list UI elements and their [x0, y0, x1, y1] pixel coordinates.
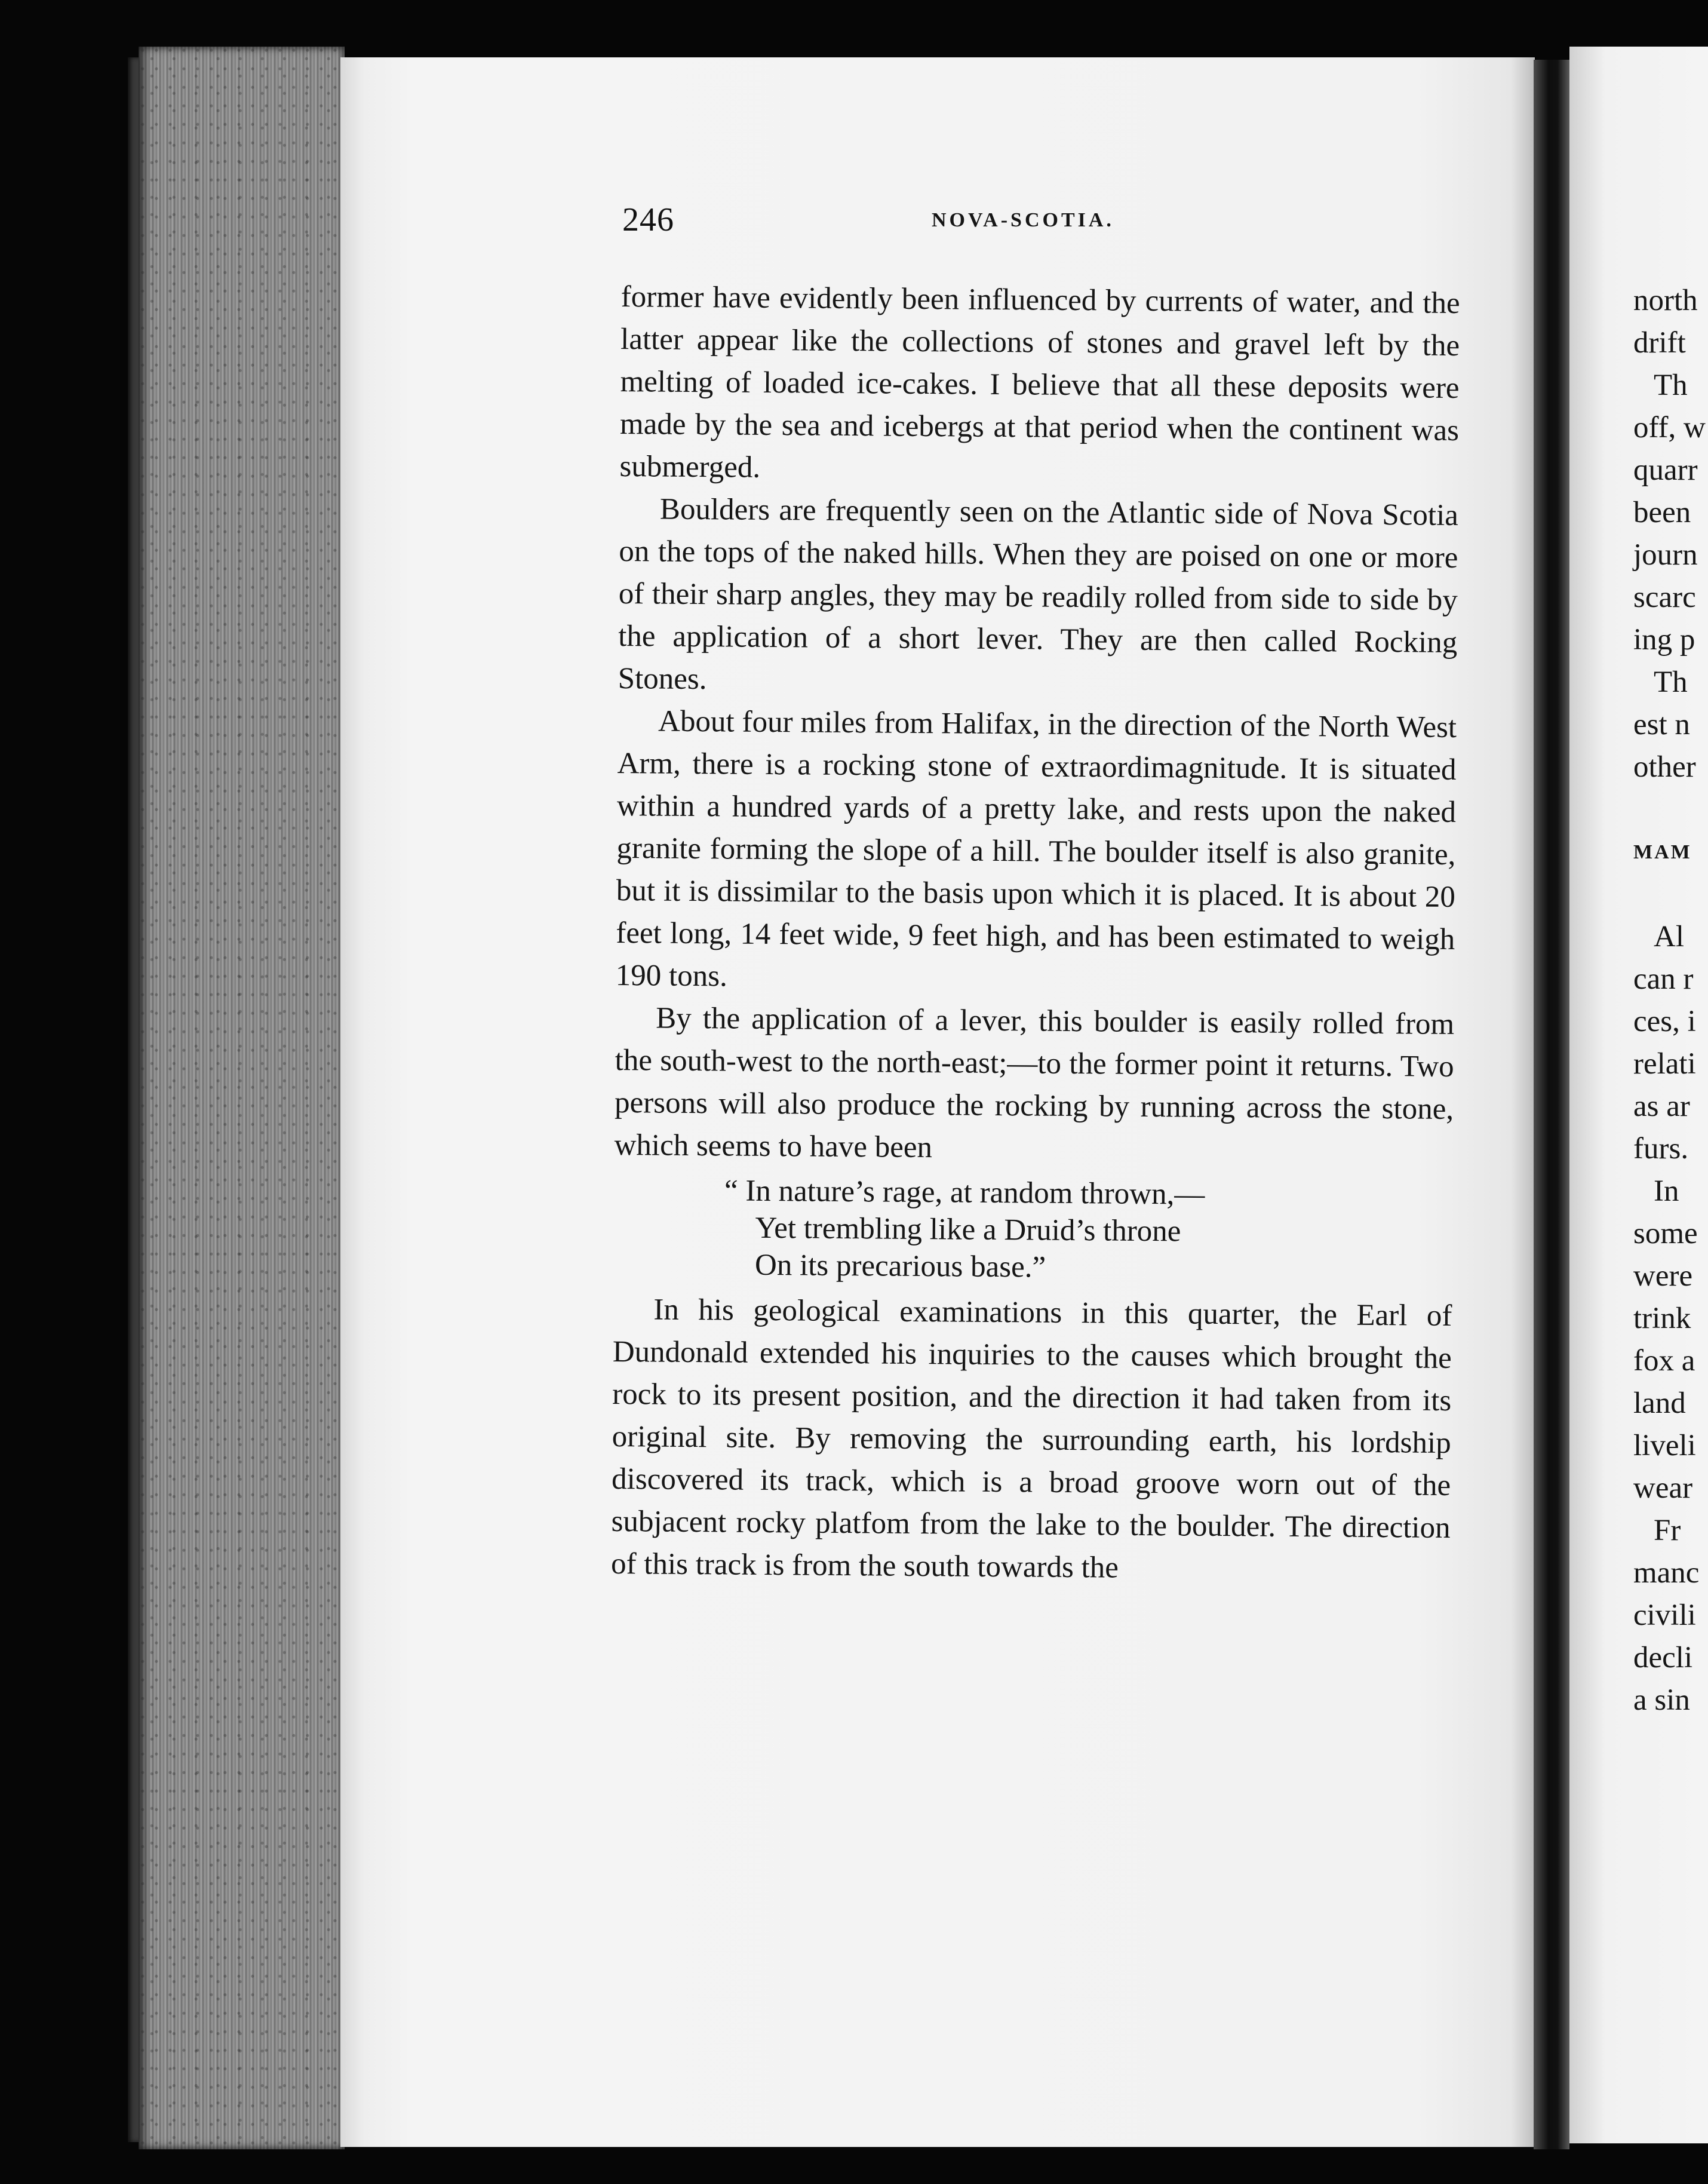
- facing-line: other: [1633, 750, 1696, 784]
- verse-line: “ In nature’s rage, at random thrown,—: [724, 1174, 1205, 1211]
- verse-quotation: [613, 1171, 1453, 1289]
- facing-line: Th: [1654, 665, 1688, 699]
- paragraph: By the application of a lever, this boulder is easily rolled from the south-west to the north-east;—to the former point it returns. Two persons will also produce the rocking by running across the stone, which seems to have been: [614, 1001, 1455, 1165]
- facing-line: wear: [1633, 1471, 1693, 1505]
- book-gutter: [1534, 60, 1569, 2149]
- paragraph: former have evidently been influenced by currents of water, and the latter appear like the collections of stones and gravel left by the melting of loaded ice-cakes. I believe that all these deposits were made by the sea and icebergs at that period when the continent was submerged.: [619, 280, 1460, 484]
- paragraph: In his geological examinations in this quarter, the Earl of Dundonald extended his inquiries to the causes which brought the rock to its present position, and the direction it had taken from its original site. By removing the surrounding earth, his lordship discovered its track, which is a broad groove worn out of the subjacent rocky platfom from the lake to the boulder. The direction of this track is from the south towards the: [610, 1293, 1452, 1585]
- facing-line: Fr: [1654, 1514, 1681, 1547]
- facing-line: been: [1633, 496, 1691, 529]
- facing-line: north: [1633, 284, 1698, 317]
- facing-line: as ar: [1633, 1090, 1690, 1123]
- facing-line: drift: [1633, 326, 1686, 360]
- facing-line: ing p: [1633, 623, 1695, 657]
- facing-line: civili: [1633, 1599, 1696, 1632]
- body-text: [611, 276, 1460, 1592]
- facing-line: a sin: [1633, 1683, 1690, 1717]
- facing-line: quarr: [1633, 453, 1698, 487]
- paragraph: About four miles from Halifax, in the direction of the North West Arm, there is a rocking stone of extraordimagnitude. It is situated within a hundred yards of a pretty lake, and rests upon the naked granite forming the slope of a hill. The boulder itself is also granite, but it is dissimilar to the basis upon which it is placed. It is about 20 feet long, 14 feet wide, 9 feet high, and has been estimated to weigh 190 tons.: [615, 704, 1457, 993]
- paragraph: Boulders are frequently seen on the Atlantic side of Nova Scotia on the tops of the naked hills. When they are poised on one or more of their sharp angles, they may be readily rolled from side to side by the application of a short lever. They are then called Rocking Stones.: [618, 492, 1459, 697]
- facing-line: furs.: [1633, 1132, 1689, 1165]
- facing-line: land: [1633, 1387, 1686, 1420]
- facing-line: journ: [1633, 538, 1698, 572]
- verse-line: Yet trembling like a Druid’s throne: [755, 1211, 1181, 1249]
- facing-line: decli: [1633, 1641, 1693, 1674]
- facing-heading: MAM: [1633, 841, 1692, 863]
- facing-line: liveli: [1633, 1429, 1696, 1462]
- facing-line: can r: [1633, 962, 1694, 996]
- facing-line: ces, i: [1633, 1005, 1696, 1038]
- facing-line: fox a: [1633, 1344, 1695, 1378]
- facing-line: trink: [1633, 1302, 1691, 1335]
- facing-line: some: [1633, 1217, 1698, 1250]
- facing-line: In: [1654, 1174, 1679, 1208]
- facing-line: scarc: [1633, 581, 1696, 614]
- facing-line: relati: [1633, 1047, 1696, 1081]
- page-edges: [139, 47, 345, 2149]
- facing-line: off, w: [1633, 411, 1706, 444]
- facing-line: Al: [1654, 920, 1684, 953]
- running-head: NOVA-SCOTIA.: [932, 209, 1114, 231]
- facing-line: Th: [1654, 369, 1688, 402]
- verse-line: On its precarious base.”: [754, 1248, 1046, 1284]
- page-number: 246: [622, 201, 674, 238]
- facing-line: est n: [1633, 708, 1690, 741]
- facing-line: were: [1633, 1259, 1693, 1293]
- facing-page-text: [1633, 280, 1708, 1722]
- facing-line: manc: [1633, 1556, 1700, 1590]
